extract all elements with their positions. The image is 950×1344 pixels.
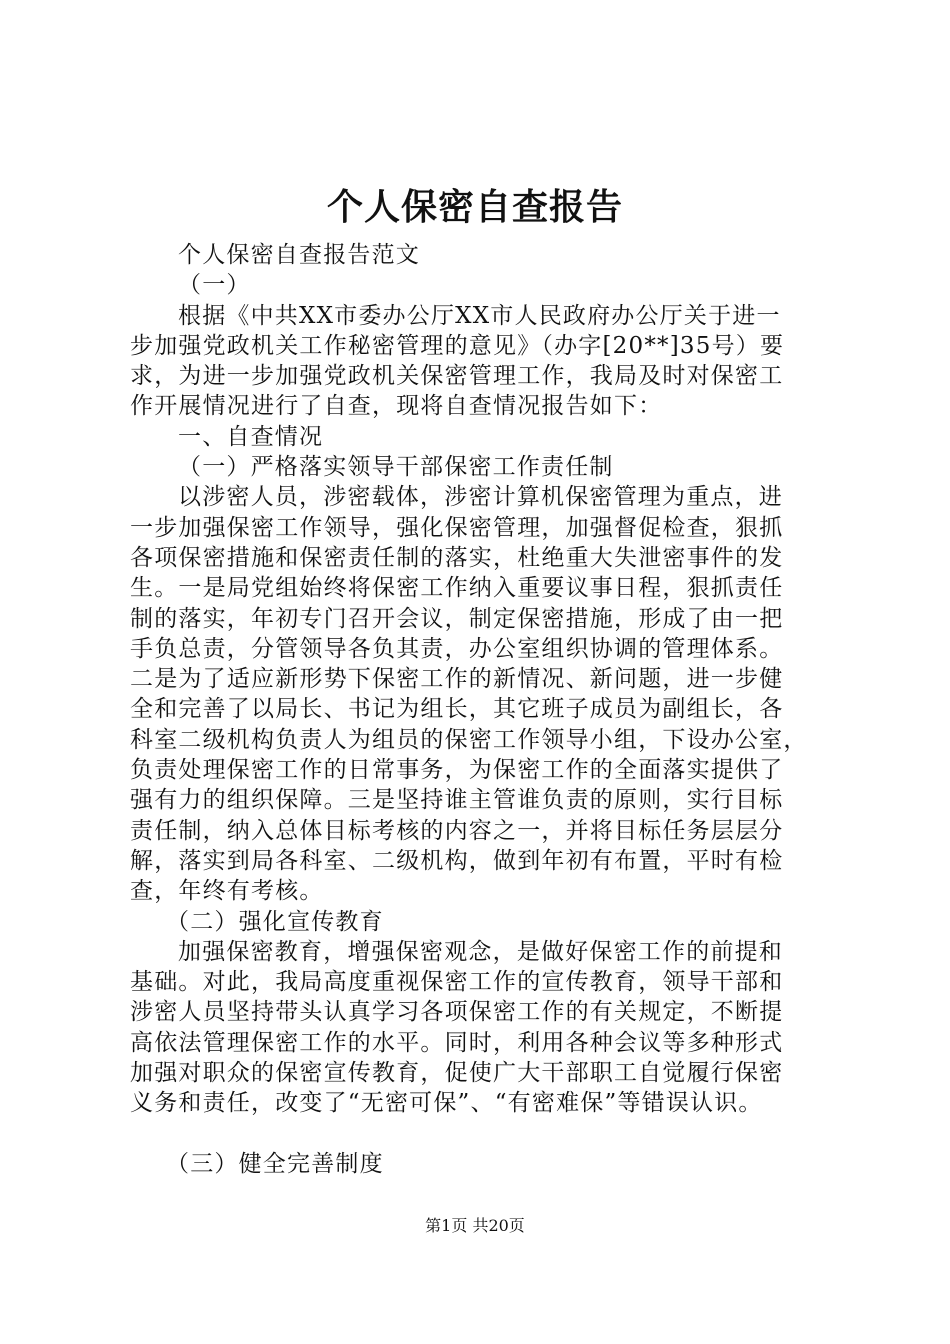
paragraph-line: 求，为进一步加强党政机关保密管理工作，我局及时对保密工: [130, 363, 784, 390]
paragraph-line: 涉密人员坚持带头认真学习各项保密工作的有关规定，不断提: [130, 999, 784, 1026]
paragraph-line: 生。一是局党组始终将保密工作纳入重要议事日程，狠抓责任: [130, 575, 784, 602]
subheading-line: （一）严格落实领导干部保密工作责任制: [178, 454, 614, 481]
subheading-line: （二）强化宣传教育: [166, 908, 384, 935]
heading-line: 一、自查情况: [178, 423, 324, 450]
subtitle-line: 个人保密自查报告范文: [178, 242, 420, 268]
subheading-line: （三）健全完善制度: [166, 1150, 384, 1177]
paragraph-line: 全和完善了以局长、书记为组长，其它班子成员为副组长，各: [130, 696, 784, 723]
paragraph-line: 加强保密教育，增强保密观念，是做好保密工作的前提和: [178, 938, 783, 965]
paragraph-line: 负责处理保密工作的日常事务，为保密工作的全面落实提供了: [130, 757, 784, 784]
section-marker-line: （一）: [178, 272, 251, 299]
document-body: [130, 240, 836, 1179]
paragraph-line: 二是为了适应新形势下保密工作的新情况、新问题，进一步健: [130, 666, 784, 693]
document-title: 个人保密自查报告: [326, 186, 623, 228]
paragraph-line: 基础。对此，我局高度重视保密工作的宣传教育，领导干部和: [130, 969, 784, 996]
paragraph-line: 各项保密措施和保密责任制的落实，杜绝重大失泄密事件的发: [130, 544, 784, 571]
paragraph-line: 义务和责任，改变了“无密可保”、“有密难保”等错误认识。: [130, 1090, 763, 1117]
paragraph-line: 制的落实，年初专门召开会议，制定保密措施，形成了由一把: [130, 605, 784, 632]
page-footer: 第1页 共20页: [425, 1216, 525, 1235]
paragraph-line: 高依法管理保密工作的水平。同时，利用各种会议等多种形式: [130, 1029, 784, 1056]
paragraph-line: 一步加强保密工作领导，强化保密管理，加强督促检查，狠抓: [130, 514, 784, 541]
paragraph-line: 强有力的组织保障。三是坚持谁主管谁负责的原则，实行目标: [130, 787, 784, 814]
paragraph-line: 责任制，纳入总体目标考核的内容之一，并将目标任务层层分: [130, 817, 784, 844]
paragraph-line: 解，落实到局各科室、二级机构，做到年初有布置，平时有检: [130, 847, 784, 874]
paragraph-line: 根据《中共XX市委办公厅XX市人民政府办公厅关于进一: [178, 302, 781, 329]
paragraph-line: 步加强党政机关工作秘密管理的意见》（办字[20**]35号）要: [130, 332, 785, 359]
paragraph-line: 手负总责，分管领导各负其责，办公室组织协调的管理体系。: [130, 635, 784, 662]
paragraph-spacer: [130, 1119, 836, 1149]
paragraph-line: 科室二级机构负责人为组员的保密工作领导小组，下设办公室，: [130, 726, 808, 753]
paragraph-line: 以涉密人员，涉密载体，涉密计算机保密管理为重点，进: [178, 484, 783, 511]
paragraph-line: 查，年终有考核。: [130, 878, 324, 905]
paragraph-line: 作开展情况进行了自查，现将自查情况报告如下：: [130, 393, 663, 420]
paragraph-line: 加强对职众的保密宣传教育，促使广大干部职工自觉履行保密: [130, 1060, 784, 1087]
